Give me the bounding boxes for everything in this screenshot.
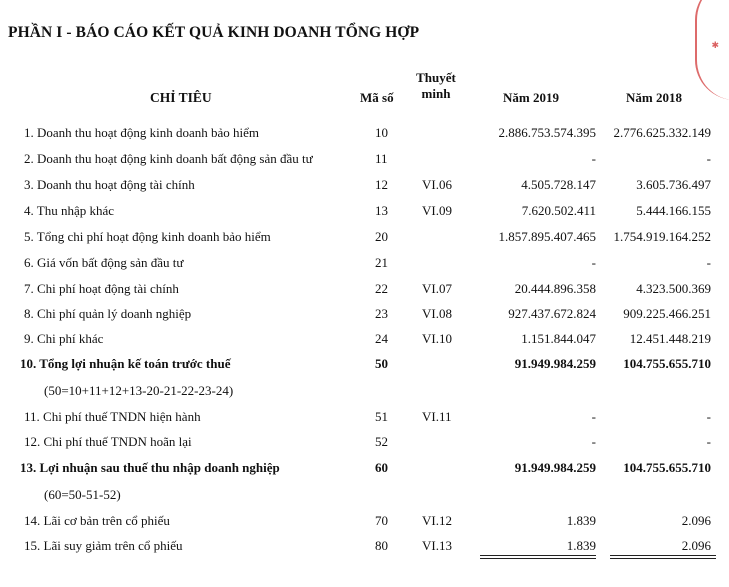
row-value-2018: 104.755.655.710 bbox=[623, 460, 711, 475]
row-label: (50=10+11+12+13-20-21-22-23-24) bbox=[44, 383, 234, 398]
header-nam-2019: Năm 2019 bbox=[503, 90, 559, 105]
table-row bbox=[0, 513, 729, 533]
row-value-2018: 12.451.448.219 bbox=[629, 331, 711, 346]
row-value-2019: - bbox=[591, 434, 596, 449]
row-value-2019: - bbox=[591, 151, 596, 166]
row-label: 6. Giá vốn bất động sản đầu tư bbox=[24, 255, 184, 270]
stamp-mark-glyph: ✱ bbox=[711, 40, 719, 50]
row-label: 15. Lãi suy giảm trên cổ phiếu bbox=[24, 538, 183, 553]
table-row bbox=[0, 229, 729, 249]
table-row bbox=[0, 125, 729, 145]
row-code: 70 bbox=[375, 513, 388, 528]
row-value-2018: 2.776.625.332.149 bbox=[613, 125, 711, 140]
row-code: 21 bbox=[375, 255, 388, 270]
row-code: 11 bbox=[375, 151, 388, 166]
row-label: 3. Doanh thu hoạt động tài chính bbox=[24, 177, 195, 192]
row-value-2018: 909.225.466.251 bbox=[623, 306, 711, 321]
row-note: VI.08 bbox=[422, 306, 452, 321]
row-value-2018: 3.605.736.497 bbox=[636, 177, 711, 192]
row-value-2018: - bbox=[706, 151, 711, 166]
header-thuyet-minh-line2: minh bbox=[421, 86, 451, 101]
total-underline-2019-double bbox=[480, 558, 596, 559]
row-code: 52 bbox=[375, 434, 388, 449]
table-row-total bbox=[0, 460, 729, 480]
row-code: 23 bbox=[375, 306, 388, 321]
table-row bbox=[0, 177, 729, 197]
row-note: VI.06 bbox=[422, 177, 452, 192]
row-note: VI.13 bbox=[422, 538, 452, 553]
row-value-2019: 2.886.753.574.395 bbox=[498, 125, 596, 140]
row-label: 8. Chi phí quản lý doanh nghiệp bbox=[24, 306, 192, 321]
row-label: 5. Tổng chi phí hoạt động kinh doanh bảo hiểm bbox=[24, 229, 271, 244]
table-row bbox=[0, 409, 729, 429]
row-value-2018: 2.096 bbox=[681, 513, 711, 528]
total-underline-2018 bbox=[610, 555, 716, 556]
header-ma-so: Mã số bbox=[360, 90, 394, 105]
row-value-2018: 2.096 bbox=[681, 538, 711, 553]
total-underline-2018-double bbox=[610, 558, 716, 559]
table-row-formula bbox=[0, 383, 729, 403]
table-row bbox=[0, 255, 729, 275]
row-code: 13 bbox=[375, 203, 388, 218]
row-code: 51 bbox=[375, 409, 388, 424]
header-thuyet-minh bbox=[411, 70, 461, 102]
table-row bbox=[0, 434, 729, 454]
row-label: 11. Chi phí thuế TNDN hiện hành bbox=[24, 409, 201, 424]
row-note: VI.09 bbox=[422, 203, 452, 218]
header-thuyet-minh-line1: Thuyết bbox=[416, 70, 456, 85]
row-value-2018: 4.323.500.369 bbox=[636, 281, 711, 296]
row-value-2019: 20.444.896.358 bbox=[514, 281, 596, 296]
row-label: 10. Tổng lợi nhuận kế toán trước thuế bbox=[20, 356, 231, 371]
row-code: 50 bbox=[375, 356, 388, 371]
row-value-2019: 1.857.895.407.465 bbox=[498, 229, 596, 244]
row-code: 24 bbox=[375, 331, 388, 346]
table-row bbox=[0, 151, 729, 171]
row-value-2018: 5.444.166.155 bbox=[636, 203, 711, 218]
row-value-2018: - bbox=[706, 434, 711, 449]
table-row bbox=[0, 203, 729, 223]
row-label: 12. Chi phí thuế TNDN hoãn lại bbox=[24, 434, 192, 449]
table-row-total bbox=[0, 356, 729, 376]
row-label: 9. Chi phí khác bbox=[24, 331, 104, 346]
total-underline-2019 bbox=[480, 555, 596, 556]
row-label: 7. Chi phí hoạt động tài chính bbox=[24, 281, 179, 296]
row-note: VI.11 bbox=[422, 409, 452, 424]
page-title: PHẦN I - BÁO CÁO KẾT QUẢ KINH DOANH TỔNG HỢP bbox=[8, 24, 420, 41]
header-nam-2018: Năm 2018 bbox=[626, 90, 682, 105]
row-value-2019: 1.151.844.047 bbox=[521, 331, 596, 346]
row-note: VI.12 bbox=[422, 513, 452, 528]
row-label: (60=50-51-52) bbox=[44, 487, 121, 502]
table-row-formula bbox=[0, 487, 729, 507]
row-value-2019: 1.839 bbox=[566, 538, 596, 553]
row-code: 20 bbox=[375, 229, 388, 244]
row-value-2019: 927.437.672.824 bbox=[508, 306, 596, 321]
table-row bbox=[0, 306, 729, 326]
row-value-2019: - bbox=[591, 255, 596, 270]
row-code: 12 bbox=[375, 177, 388, 192]
header-chi-tieu: CHỈ TIÊU bbox=[150, 90, 212, 105]
row-value-2019: - bbox=[591, 409, 596, 424]
row-code: 10 bbox=[375, 125, 388, 140]
row-value-2019: 1.839 bbox=[566, 513, 596, 528]
row-code: 22 bbox=[375, 281, 388, 296]
row-value-2018: 104.755.655.710 bbox=[623, 356, 711, 371]
row-value-2019: 91.949.984.259 bbox=[514, 460, 596, 475]
row-value-2018: 1.754.919.164.252 bbox=[613, 229, 711, 244]
row-value-2018: - bbox=[706, 255, 711, 270]
row-label: 4. Thu nhập khác bbox=[24, 203, 115, 218]
row-value-2019: 7.620.502.411 bbox=[521, 203, 596, 218]
row-code: 80 bbox=[375, 538, 388, 553]
table-row bbox=[0, 331, 729, 351]
row-label: 2. Doanh thu hoạt động kinh doanh bất động sản đầu tư bbox=[24, 151, 313, 166]
row-note: VI.10 bbox=[422, 331, 452, 346]
row-value-2019: 4.505.728.147 bbox=[521, 177, 596, 192]
row-label: 14. Lãi cơ bản trên cổ phiếu bbox=[24, 513, 170, 528]
table-row bbox=[0, 281, 729, 301]
row-code: 60 bbox=[375, 460, 388, 475]
row-note: VI.07 bbox=[422, 281, 452, 296]
row-label: 13. Lợi nhuận sau thuế thu nhập doanh nghiệp bbox=[20, 460, 280, 475]
row-label: 1. Doanh thu hoạt động kinh doanh bảo hiểm bbox=[24, 125, 260, 140]
row-value-2019: 91.949.984.259 bbox=[514, 356, 596, 371]
row-value-2018: - bbox=[706, 409, 711, 424]
